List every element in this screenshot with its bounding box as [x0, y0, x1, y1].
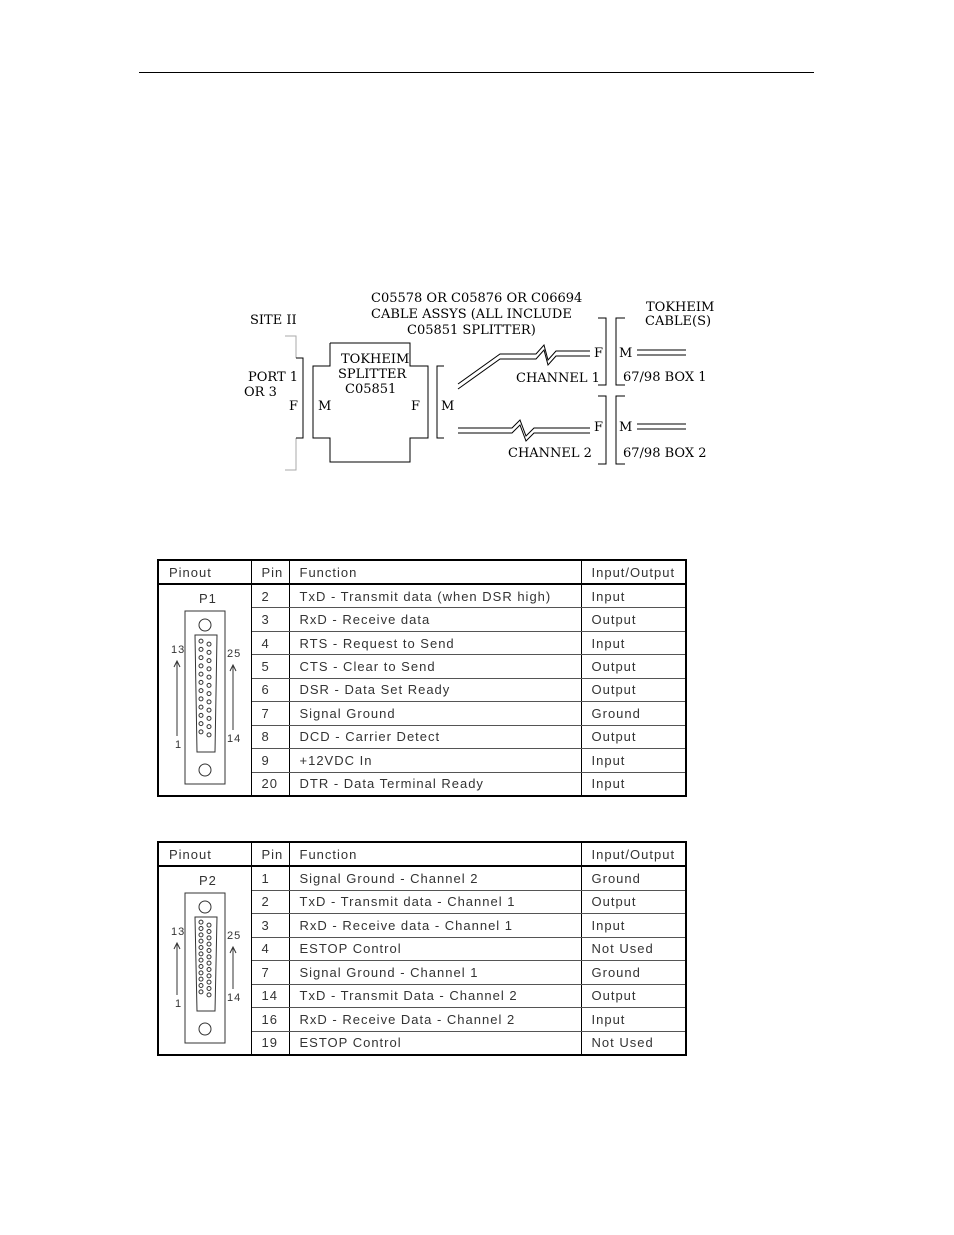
pin-hole — [207, 700, 211, 704]
function-cell: TxD - Transmit data - Channel 1 — [289, 890, 581, 914]
db25-connector-icon — [159, 867, 251, 1051]
io-cell: Output — [581, 655, 685, 678]
pin-label-top-left: 13 — [171, 644, 186, 656]
pin-hole — [207, 968, 211, 972]
header-pin: Pin — [251, 843, 289, 866]
wiring-diagram — [0, 0, 954, 500]
pin-hole — [207, 708, 211, 712]
pin-label-bottom-right: 14 — [227, 992, 242, 1004]
pin-cell: 6 — [251, 678, 289, 701]
channel2-cable-top — [458, 420, 590, 436]
mount-hole-top — [199, 619, 211, 631]
io-cell: Output — [581, 608, 685, 631]
pin-hole — [207, 949, 211, 953]
connector-label: P2 — [199, 873, 217, 888]
function-cell: DTR - Data Terminal Ready — [289, 772, 581, 795]
function-cell: RxD - Receive data — [289, 608, 581, 631]
io-cell: Ground — [581, 961, 685, 985]
connector-face — [195, 635, 217, 752]
pin-hole — [199, 689, 203, 693]
mount-hole-top — [199, 901, 211, 913]
pin-label-bottom-left: 1 — [175, 998, 183, 1010]
header-pinout: Pinout — [159, 561, 251, 584]
box1-m-label: M — [619, 346, 633, 361]
tokheim-cables-line1: TOKHEIM — [646, 300, 715, 315]
tokheim-cables-line2: CABLE(S) — [645, 314, 712, 329]
port-label-line1: PORT 1 — [248, 370, 299, 385]
pin-hole — [199, 722, 203, 726]
pin-label-top-right: 25 — [227, 648, 242, 660]
p2-pinout-table — [157, 841, 687, 1056]
pin-hole — [207, 725, 211, 729]
pin-hole — [207, 942, 211, 946]
pin-hole — [199, 946, 203, 950]
connector-face — [195, 917, 217, 1011]
io-cell: Output — [581, 984, 685, 1008]
pin-cell: 16 — [251, 1008, 289, 1032]
pin-hole — [207, 733, 211, 737]
function-cell: RTS - Request to Send — [289, 631, 581, 654]
pin-cell: 2 — [251, 890, 289, 914]
io-cell: Input — [581, 631, 685, 654]
io-cell: Input — [591, 776, 626, 792]
pin-hole — [207, 683, 211, 687]
pin-hole — [199, 977, 203, 981]
box2-label: 67/98 BOX 2 — [623, 446, 707, 461]
pin-hole — [199, 952, 203, 956]
site-bracket-top — [285, 336, 296, 358]
pin-label-bottom-left: 1 — [175, 739, 183, 751]
function-cell: +12VDC In — [289, 749, 581, 772]
pin-hole — [199, 639, 203, 643]
splitter-f-label: F — [411, 399, 421, 414]
assy-label-line1: C05578 OR C05876 OR C06694 — [371, 291, 583, 306]
function-cell: TxD - Transmit data (when DSR high) — [289, 584, 581, 608]
channel1-f-label: F — [594, 346, 604, 361]
function-cell: Signal Ground - Channel 1 — [289, 961, 581, 985]
pin-hole — [199, 958, 203, 962]
pin-hole — [207, 716, 211, 720]
pin-hole — [199, 990, 203, 994]
connector-pinout-cell — [159, 866, 251, 1054]
function-cell: RxD - Receive data - Channel 1 — [289, 914, 581, 938]
splitter-m-label: M — [318, 399, 332, 414]
pin-hole — [199, 965, 203, 969]
splitter-line2: SPLITTER — [338, 367, 407, 382]
pin-cell: 9 — [251, 749, 289, 772]
pin-hole — [207, 667, 211, 671]
pin-cell: 4 — [251, 937, 289, 961]
io-cell: Input — [581, 584, 685, 608]
mount-hole-bottom — [199, 1023, 211, 1035]
assy-label-line2: CABLE ASSYS (ALL INCLUDE — [371, 307, 572, 322]
pin-cell: 20 — [251, 772, 289, 795]
pin-cell: 1 — [251, 866, 289, 890]
channel2-cable-bottom — [458, 425, 590, 441]
function-cell: CTS - Clear to Send — [289, 655, 581, 678]
pin-hole — [207, 987, 211, 991]
pin-label-top-right: 25 — [227, 930, 242, 942]
pin-hole — [207, 659, 211, 663]
io-cell: Output — [581, 890, 685, 914]
pin-hole — [199, 664, 203, 668]
pin-hole — [199, 647, 203, 651]
pin-hole — [199, 939, 203, 943]
pin-hole — [207, 993, 211, 997]
box1-label: 67/98 BOX 1 — [623, 370, 707, 385]
connector-shell — [185, 611, 225, 784]
pin-hole — [199, 927, 203, 931]
pin-hole — [207, 930, 211, 934]
function-cell: DCD - Carrier Detect — [289, 725, 581, 748]
io-cell: Input — [581, 749, 685, 772]
header-io: Input/Output — [581, 843, 685, 866]
channel1-label: CHANNEL 1 — [516, 371, 600, 386]
io-cell: Ground — [581, 702, 685, 725]
pin-hole — [199, 672, 203, 676]
function-cell: RxD - Receive Data - Channel 2 — [289, 1008, 581, 1032]
port-f-label: F — [289, 399, 299, 414]
io-cell: Output — [581, 678, 685, 701]
pin-cell: 3 — [251, 914, 289, 938]
io-cell: Output — [581, 725, 685, 748]
header-pinout: Pinout — [159, 843, 251, 866]
pin-hole — [199, 697, 203, 701]
pin-label-top-left: 13 — [171, 926, 186, 938]
pin-cell: 7 — [251, 702, 289, 725]
function-cell: TxD - Transmit Data - Channel 2 — [289, 984, 581, 1008]
channel2-f-label: F — [594, 420, 604, 435]
pin-hole — [207, 974, 211, 978]
pin-hole — [207, 675, 211, 679]
connector-pinout-cell — [159, 584, 251, 795]
site-label: SITE II — [250, 313, 297, 328]
function-cell: ESTOP Control — [289, 1031, 581, 1054]
pin-hole — [207, 692, 211, 696]
pin-cell: 8 — [251, 725, 289, 748]
pin-hole — [199, 984, 203, 988]
pin-hole — [199, 730, 203, 734]
site-bracket-bottom — [285, 438, 296, 470]
port-label-line2: OR 3 — [244, 385, 277, 400]
function-cell: Signal Ground - Channel 2 — [289, 866, 581, 890]
pin-cell: 4 — [251, 631, 289, 654]
table-row — [159, 584, 685, 608]
splitter-line1: TOKHEIM — [341, 352, 410, 367]
header-pin: Pin — [251, 561, 289, 584]
pin-hole — [199, 971, 203, 975]
io-cell: Input — [581, 1008, 685, 1032]
pin-cell: 5 — [251, 655, 289, 678]
pin-hole — [199, 705, 203, 709]
header-function: Function — [289, 843, 581, 866]
mount-hole-bottom — [199, 764, 211, 776]
db25-connector-icon — [159, 585, 251, 792]
connector-shell — [185, 893, 225, 1043]
connector-label: P1 — [199, 591, 217, 606]
pin-hole — [199, 933, 203, 937]
pin-hole — [207, 650, 211, 654]
output-m-label: M — [441, 399, 455, 414]
io-cell: Not Used — [581, 937, 685, 961]
pin-hole — [207, 642, 211, 646]
pin-hole — [207, 980, 211, 984]
function-cell: Signal Ground — [289, 702, 581, 725]
box2-m-label: M — [619, 420, 633, 435]
pin-hole — [199, 713, 203, 717]
function-cell: ESTOP Control — [289, 937, 581, 961]
pin-hole — [207, 955, 211, 959]
pin-hole — [207, 923, 211, 927]
assy-label-line3: C05851 SPLITTER) — [407, 323, 536, 338]
pin-hole — [207, 961, 211, 965]
pin-cell: 19 — [251, 1031, 289, 1054]
io-cell: Ground — [581, 866, 685, 890]
table-row — [159, 866, 685, 890]
pin-hole — [199, 656, 203, 660]
pin-cell: 2 — [251, 584, 289, 608]
splitter-line3: C05851 — [345, 382, 397, 397]
function-cell: DSR - Data Set Ready — [289, 678, 581, 701]
p1-pinout-table — [157, 559, 687, 797]
io-cell: Not Used — [591, 1035, 654, 1051]
io-cell: Input — [581, 914, 685, 938]
channel2-label: CHANNEL 2 — [508, 446, 592, 461]
header-io: Input/Output — [581, 561, 685, 584]
pin-hole — [199, 920, 203, 924]
pin-cell: 14 — [251, 984, 289, 1008]
pin-cell: 3 — [251, 608, 289, 631]
pin-hole — [199, 680, 203, 684]
pin-hole — [207, 936, 211, 940]
pin-label-bottom-right: 14 — [227, 733, 242, 745]
header-function: Function — [289, 561, 581, 584]
pin-cell: 7 — [251, 961, 289, 985]
